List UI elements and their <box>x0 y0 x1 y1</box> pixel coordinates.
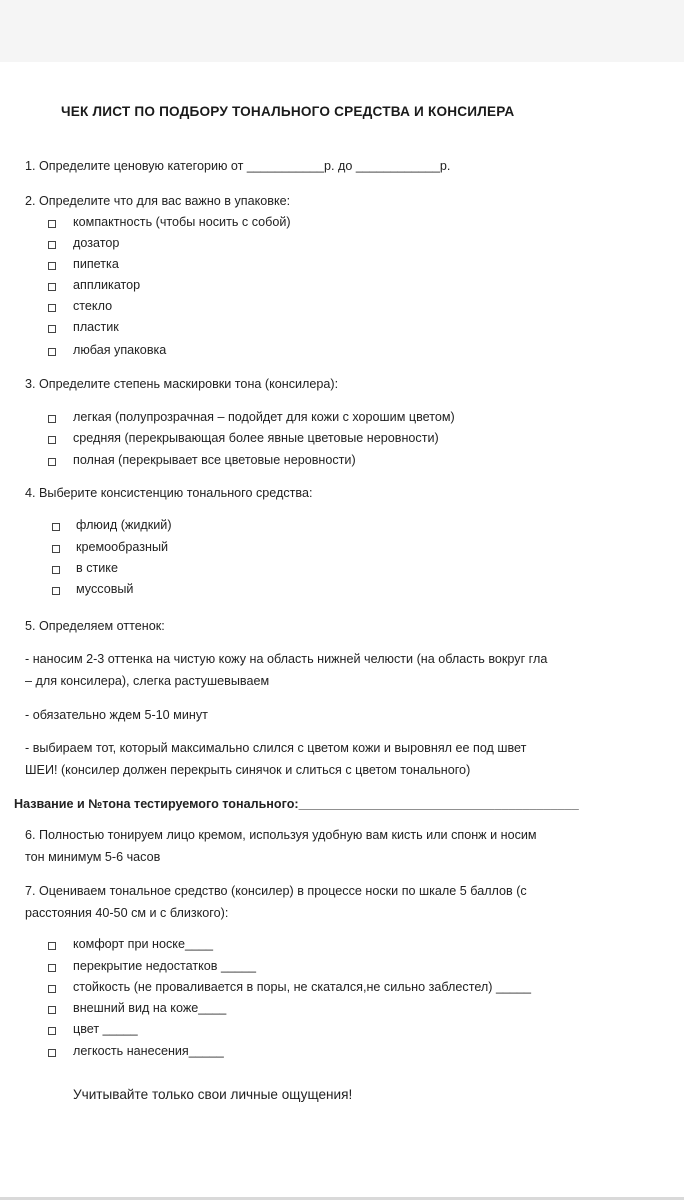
checkbox[interactable] <box>48 436 56 444</box>
checkbox[interactable] <box>52 545 60 553</box>
rating-heading-cont: расстояния 40-50 см и с близкого): <box>25 906 229 920</box>
checkbox[interactable] <box>48 241 56 249</box>
packaging-option: дозатор <box>73 236 120 250</box>
top-strip <box>0 0 684 62</box>
packaging-option: любая упаковка <box>73 343 167 357</box>
packaging-heading: 2. Определите что для вас важно в упаковке: <box>25 194 291 208</box>
coverage-option: легкая (полупрозрачная – подойдет для кожи с хорошим цветом) <box>73 410 455 424</box>
coverage-option: средняя (перекрывающая более явные цветовые неровности) <box>73 431 439 445</box>
rating-option: цвет _____ <box>73 1022 138 1036</box>
checkbox[interactable] <box>48 458 56 466</box>
coverage-heading: 3. Определите степень маскировки тона (консилера): <box>25 377 339 391</box>
shade-step-wait: - обязательно ждем 5-10 минут <box>25 708 208 722</box>
rating-option: стойкость (не проваливается в поры, не скатался,не сильно заблестел) _____ <box>73 980 531 994</box>
coverage-option: полная (перекрывает все цветовые неровности) <box>73 453 356 467</box>
page-title: ЧЕК ЛИСТ ПО ПОДБОРУ ТОНАЛЬНОГО СРЕДСТВА И КОНСИЛЕРА <box>61 104 515 119</box>
rating-option: перекрытие недостатков _____ <box>73 959 257 973</box>
wear-instruction-cont: тон минимум 5-6 часов <box>25 850 161 864</box>
checkbox[interactable] <box>48 415 56 423</box>
checkbox[interactable] <box>48 325 56 333</box>
checkbox[interactable] <box>52 587 60 595</box>
checkbox[interactable] <box>48 220 56 228</box>
closing-note: Учитывайте только свои личные ощущения! <box>73 1087 353 1102</box>
shade-step-choose-cont: ШЕИ! (консилер должен перекрыть синячок и слиться с цветом тонального) <box>25 763 471 777</box>
price-category-line: 1. Определите ценовую категорию от ___________р. до ____________р. <box>25 159 451 173</box>
checkbox[interactable] <box>48 1006 56 1014</box>
rating-heading: 7. Оцениваем тональное средство (консилер) в процессе носки по шкале 5 баллов (с <box>25 884 527 898</box>
checkbox[interactable] <box>48 942 56 950</box>
packaging-option: пипетка <box>73 257 119 271</box>
shade-step-apply-cont: – для консилера), слегка растушевываем <box>25 674 270 688</box>
checkbox[interactable] <box>48 1027 56 1035</box>
checkbox[interactable] <box>48 348 56 356</box>
shade-step-apply: - наносим 2-3 оттенка на чистую кожу на область нижней челюсти (на область вокруг гла <box>25 652 548 666</box>
checkbox[interactable] <box>48 304 56 312</box>
checkbox[interactable] <box>48 964 56 972</box>
wear-instruction: 6. Полностью тонируем лицо кремом, используя удобную вам кисть или спонж и носим <box>25 828 537 842</box>
rating-option: легкость нанесения_____ <box>73 1044 224 1058</box>
texture-option: в стике <box>76 561 118 575</box>
shade-step-choose: - выбираем тот, который максимально слился с цветом кожи и выровнял ее под швет <box>25 741 527 755</box>
packaging-option: аппликатор <box>73 278 141 292</box>
checkbox[interactable] <box>48 262 56 270</box>
texture-heading: 4. Выберите консистенцию тонального средства: <box>25 486 313 500</box>
shade-heading: 5. Определяем оттенок: <box>25 619 165 633</box>
texture-option: флюид (жидкий) <box>76 518 172 532</box>
checkbox[interactable] <box>52 523 60 531</box>
checkbox[interactable] <box>48 283 56 291</box>
rating-option: комфорт при носке____ <box>73 937 213 951</box>
checkbox[interactable] <box>52 566 60 574</box>
packaging-option: компактность (чтобы носить с собой) <box>73 215 291 229</box>
rating-option: внешний вид на коже____ <box>73 1001 227 1015</box>
checkbox[interactable] <box>48 985 56 993</box>
packaging-option: пластик <box>73 320 119 334</box>
texture-option: муссовый <box>76 582 134 596</box>
tone-name-field: Название и №тона тестируемого тонального:________________________________________ <box>14 797 579 811</box>
texture-option: кремообразный <box>76 540 169 554</box>
checkbox[interactable] <box>48 1049 56 1057</box>
packaging-option: стекло <box>73 299 113 313</box>
